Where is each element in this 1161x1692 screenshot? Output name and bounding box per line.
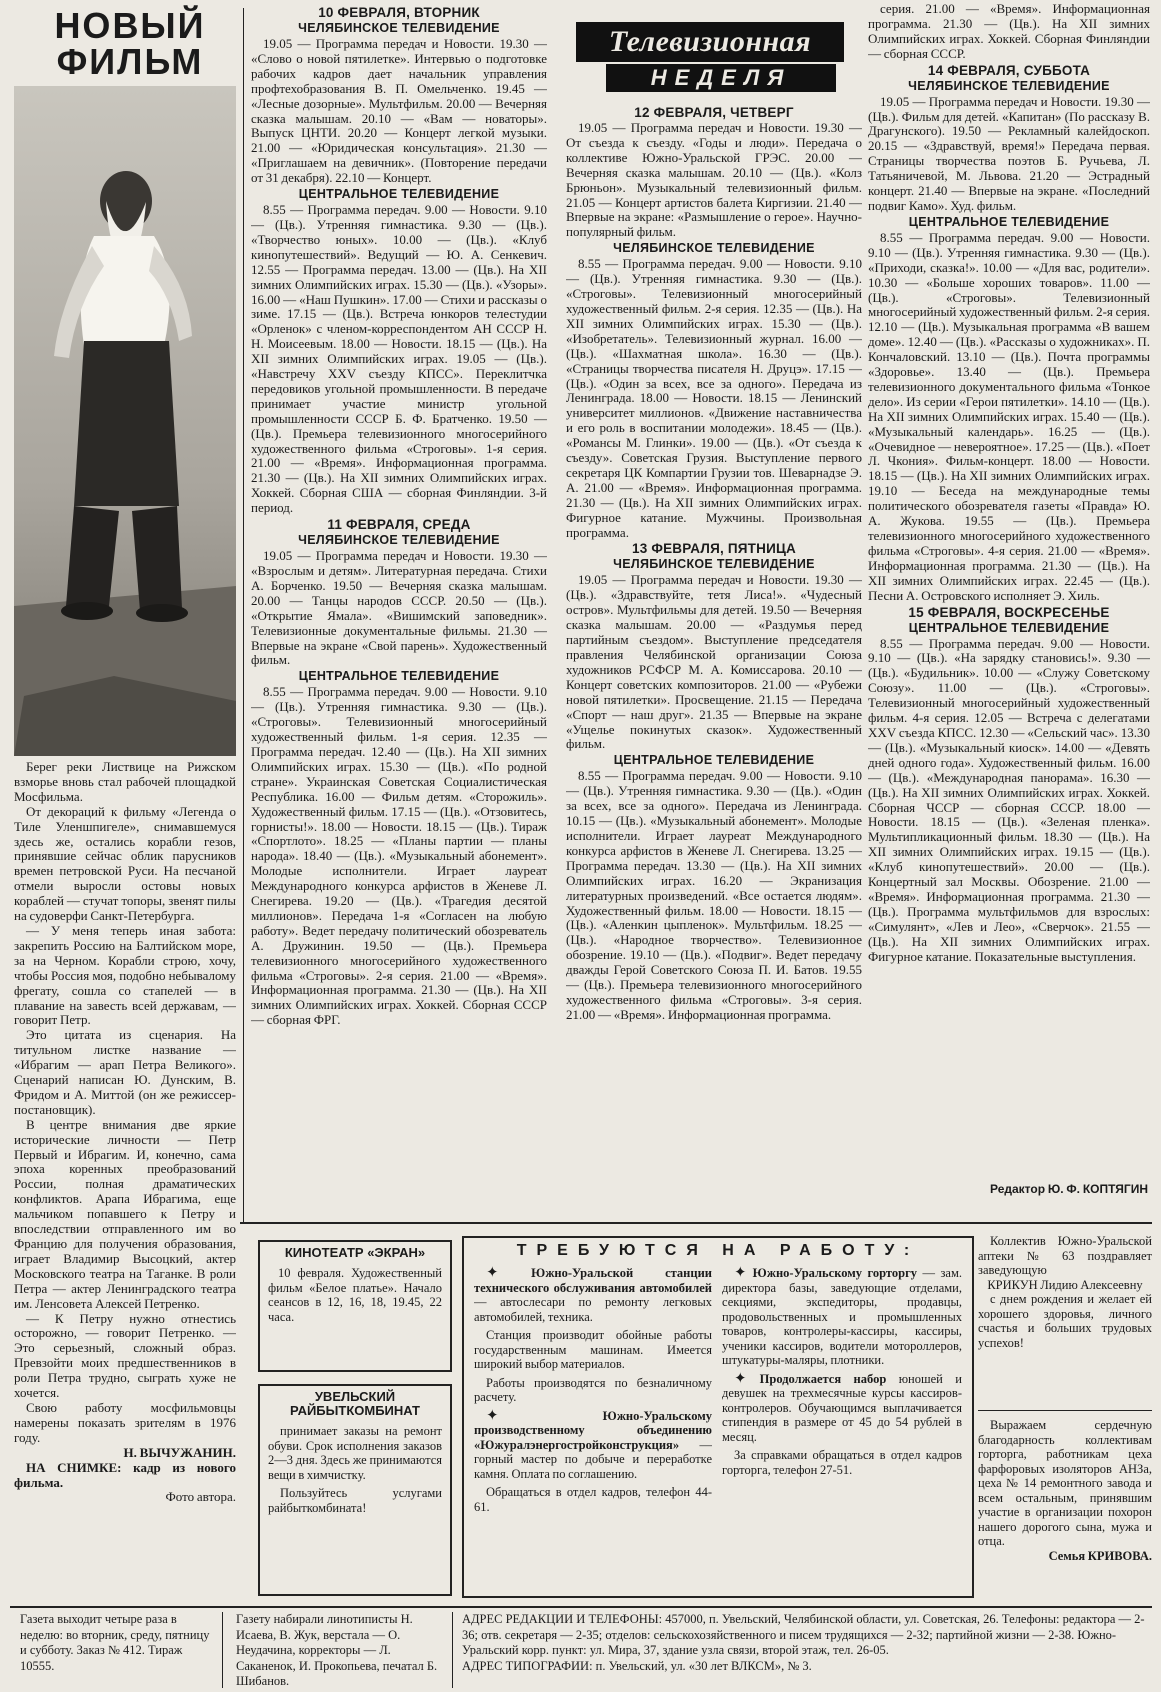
job-details: юношей и девушек на трехмесячные курсы кассиров-контролеров. Обучающимся выплачивается стипендия в размере от 45 до 54 рублей в месяц. [722, 1371, 962, 1444]
tv-channel-heading: ЦЕНТРАЛЬНОЕ ТЕЛЕВИДЕНИЕ [908, 214, 1110, 229]
greeting-ad [978, 1234, 1152, 1404]
kombinat-call: Пользуйтесь услугами райбыткомбината! [268, 1486, 442, 1515]
newfilm-title: НОВЫЙ ФИЛЬМ [54, 5, 206, 82]
tv-channel-heading: ЧЕЛЯБИНСКОЕ ТЕЛЕВИДЕНИЕ [298, 533, 500, 548]
job-details: — зам. директора базы, заведующие отделами, секциями, экспедиторы, продавцы, продовольственных и промышленных товаров, контролеры-кассиры, кассиры, ученики кассиров, водители мотороллеров, штукатуры-маляры, плотники. [722, 1266, 962, 1367]
tv-program-text: 19.05 — Программа передач и Новости. 19.30 — (Цв.). «Здравствуйте, тетя Лиса!». «Чудесный остров». Мультфильмы для детей. 19.50 — Вечерняя сказка малышам. 20.00 — «Раздумья перед партийным съездом». Выступление председателя правления Челябинской организации Союза художников РСФСР М. А. Комиссарова. 20.10 — Концерт советских композиторов. 21.00 — «Рубежи новой пятилетки». Просвещение. 21.15 — Передача «Спорт — наш друг». 21.35 — Впервые на экране «Ущелье покинутых сказок». Художественный фильм. [566, 572, 862, 752]
tv-channel-heading: ЦЕНТРАЛЬНОЕ ТЕЛЕВИДЕНИЕ [613, 753, 815, 768]
job-employer: Южно-Уральской станции технического обслуживания автомобилей [474, 1266, 712, 1295]
tv-day-heading: 12 ФЕВРАЛЯ, ЧЕТВЕРГ [634, 105, 794, 120]
job-listing [474, 1485, 712, 1514]
job-details: — горный мастер по добыче и переработке камня. Оплата по соглашению. [474, 1437, 712, 1481]
tv-program-text: 8.55 — Программа передач. 9.00 — Новости. 9.10 — (Цв.). Утренняя гимнастика. 9.30 — (Цв.). «Один за всех, все за одного». Передача из Ленинграда. 10.15 — (Цв.). «Музыкальный абонемент». Молодые исполнители. Играет лауреат Международного конкурса арфистов в Женеве Л. Снегирева. 13.25 — Программа передач. 13.30 — (Цв.). На XII зимних Олимпийских играх. 16.20 — Экранизация литературных произведений. «Все остается людям». Художественный фильм. 18.00 — Новости. 18.15 — (Цв.). «Аленкин цыпленок». Мультфильм. 18.25 — (Цв.). «Народное творчество». Телевизионное обозрение. 19.10 — (Цв.). «Подвиг». Ведет передачу дважды Герой Советского Союза П. И. Батов. 19.55 — (Цв.). Премьера телевизионного многосерийного художественного фильма «Строговы». 3-я серия. 21.00 — «Время». Информационная программа. [566, 768, 862, 1022]
tv-day-heading: 13 ФЕВРАЛЯ, ПЯТНИЦА [632, 541, 796, 557]
tv-day-heading: 14 ФЕВРАЛЯ, СУББОТА [927, 62, 1091, 78]
tv-day-heading: 11 ФЕВРАЛЯ, СРЕДА [327, 517, 471, 533]
tv-channel-heading: ЦЕНТРАЛЬНОЕ ТЕЛЕВИДЕНИЕ [908, 620, 1110, 635]
newfilm-paragraph: — К Петру нужно отнестись осторожно, — говорит Петренко. — Это серьезный, сложный образ. Превзойти моих предшественников в роли Петра трудно, сыграть хуже не хочется. [14, 1310, 236, 1401]
footer-schedule [20, 1612, 223, 1688]
tv-day-heading: 15 ФЕВРАЛЯ, ВОСКРЕСЕНЬЕ [908, 604, 1110, 620]
cinema-ad [258, 1240, 452, 1372]
tv-channel-heading: ЦЕНТРАЛЬНОЕ ТЕЛЕВИДЕНИЕ [298, 187, 500, 202]
tv-column-2 [566, 104, 862, 1218]
footer-printing-text: АДРЕС ТИПОГРАФИИ: п. Увельский, ул. «30 лет ВЛКСМ», № 3. [462, 1658, 812, 1673]
kombinat-title: УВЕЛЬСКИЙ РАЙБЫТКОМБИНАТ [290, 1389, 420, 1418]
newfilm-article [14, 760, 236, 1640]
tv-program-text: 19.05 — Программа передач и Новости. 19.30 — От съезда к съезду. «Годы и люди». Передача о коллективе Южно-Уральской ГРЭС. 20.00 — Вечерняя сказка малышам. 20.10 — (Цв.). «Колз Брюньон». Музыкальный телевизионный фильм. 21.05 — Концерт артистов балета Киргизии. 21.40 — Впервые на экране: «Размышление о герое». Научно-популярный фильм. [566, 120, 862, 240]
tv-program-text: серия. 21.00 — «Время». Информационная программа. 21.30 — (Цв.). На XII зимних Олимпийских играх. Хоккей. Сборная Финляндии — сборная СССР. [868, 2, 1150, 61]
footer-typesetters [236, 1612, 453, 1688]
footer-address-text: АДРЕС РЕДАКЦИИ И ТЕЛЕФОНЫ: 457000, п. Увельский, Челябинской области, ул. Советская, 26. Телефоны: редактора — 2-36; отв. секретаря — 2-35; отделов: сельскохозяйственного и писем трудящихся — 2-32; партийной жизни — 2-38. Южно-Уральский корр. пункт: ул. Мира, 37, здание узла связи, второй этаж, тел. 26-05. [462, 1612, 1145, 1657]
jobs-ad [462, 1236, 974, 1598]
newfilm-paragraph: От декораций к фильму «Легенда о Тиле Уленшпигеле», снимавшемуся здесь же, остались корабли гезов, принявшие сейчас облик парусников времен петровской Руси. На песчаной отмели выросли остовы новых кораблей — стучат топоры, звенят пилы на судоверфи Санкт-Петербурга. [14, 803, 236, 924]
tv-program-text: 8.55 — Программа передач. 9.00 — Новости. 9.10 — (Цв.). Утренняя гимнастика. 9.30 — (Цв.). «Творчество юных». 10.00 — (Цв.). «Клуб кинопутешествий». Ведущий — Ю. А. Сенкевич. 12.55 — Программа передач. 13.00 — (Цв.). На XII зимних Олимпийских играх. 15.30 — (Цв.). «Узоры». 16.00 — «Наш Пушкин». 17.00 — Стихи и рассказы о зиме. 17.15 — (Цв.). Встреча юнкоров телестудии «Орленок» с членом-корреспондентом АН СССР Н. Н. Моисеевым. 18.00 — Новости. 18.15 — (Цв.). На XII зимних Олимпийских играх. 19.05 — (Цв.). «Навстречу XXV съезду КПСС». Переклитчка передовиков угольной промышленности. В передаче принимает участие министр угольной промышленности СССР Б. Ф. Братченко. 19.50 — (Цв.). Премьера телевизионного многосерийного художественного фильма «Строговы». 1-я серия. 21.00 — «Время». Информационная программа. 21.30 — (Цв.). На XII зимних Олимпийских играх. Хоккей. Сборная США — сборная Финляндии. 3-й период. [251, 202, 547, 516]
star-icon: ✦ [734, 1370, 760, 1387]
tv-channel-heading: ЧЕЛЯБИНСКОЕ ТЕЛЕВИДЕНИЕ [613, 557, 815, 572]
tv-program-text: 8.55 — Программа передач. 9.00 — Новости. 9.10 — (Цв.). Утренняя гимнастика. 9.30 — (Цв.). «Приходи, сказка!». 10.00 — «Для вас, родители». 10.30 — «Больше хороших товаров». 11.00 — (Цв.). «Строговы». Телевизионный многосерийный художественный фильм. 2-я серия. 12.10 — (Цв.). Музыкальная программа «В вашем доме». 12.40 — (Цв.). «Рассказы о художниках». П. Кончаловский. 13.10 — (Цв.). Почта программы «Здоровье». 13.40 — (Цв.). Премьера телевизионного документального фильма «Тонкое дело». Из серии «Герои пятилетки». 14.10 — (Цв.). На XII зимних Олимпийских играх. 15.40 — (Цв.). «Музыкальный календарь». 16.25 — (Цв.). «Очевидное — невероятное». 17.25 — (Цв.). «Поет Л. Чкония». Фильм-концерт. 18.00 — Новости. 18.15 — (Цв.). На XII зимних Олимпийских играх. 19.10 — Беседа на международные темы политического обозревателя газеты «Правда» Ю. А. Жукова. 19.55 — (Цв.). Премьера телевизионного многосерийного художественного фильма «Строговы». 4-я серия. 21.00 — «Время». Информационная программа. 21.30 — (Цв.). На XII зимних Олимпийских играх. 22.45 — (Цв.). Песни А. Островского исполняет Э. Хиль. [868, 229, 1150, 603]
footer-schedule-text: Газета выходит четыре раза в неделю: во вторник, среду, пятницу и субботу. Заказ № 412. Тираж 10555. [20, 1612, 210, 1673]
greeting-wish: с днем рождения и желает ей хорошего здоровья, личного счастья и больших трудовых успехов! [978, 1292, 1152, 1350]
editor-line [870, 1182, 1148, 1204]
job-details: — автослесари по ремонту легковых автомобилей, техника. [474, 1295, 712, 1324]
tv-program-text: 8.55 — Программа передач. 9.00 — Новости. 9.10 — (Цв.). «На зарядку становись!». 9.30 — (Цв.). «Будильник». 10.00 — «Служу Советскому Союзу». 11.00 — (Цв.). «Строговы». Телевизионный многосерийный художественный фильм. 4-я серия. 12.05 — Встреча с делегатами XXV съезда КПСС. 12.30 — «Сельский час». 13.30 — (Цв.). «Музыкальный киоск». 14.00 — «Девять дней одного года». Художественный фильм. 16.00 — (Цв.). «Международная панорама». 16.30 — (Цв.). На XII зимних Олимпийских играх. Хоккей. Сборная ЧССР — сборная СССР. 18.00 — Новости. 18.15 — (Цв.). «Зеленая пленка». Мультипликационный фильм. 18.30 — (Цв.). На XII зимних Олимпийских играх. 19.15 — (Цв.). «Клуб кинопутешествий». 20.00 — (Цв.). Концертный зал Москвы. Обозрение. 21.00 — «Время». Информационная программа. 21.30 — (Цв.). Программа мультфильмов для взрослых: «Симулянт», «Лев и Лео», «Сверчок». 21.55 — (Цв.). На XII зимних Олимпийских играх. Фигурное катание. Показательные выступления. [868, 635, 1150, 964]
newfilm-paragraph: Берег реки Листвице на Рижском взморье вновь стал рабочей площадкой Мосфильма. [14, 760, 236, 804]
tv-program-text: 19.05 — Программа передач и Новости. 19.30 — «Взрослым и детям». Литературная передача. Стихи А. Борченко. 19.50 — Вечерняя сказка малышам. 20.00 — Танцы народов СССР. 20.50 — (Цв.). «Открытие Ямала». «Вишимский заповедник». Телевизионные документальные фильмы. 21.30 — Впервые на экране «Свой парень». Художественный фильм. [251, 548, 547, 668]
condolence-text: Выражаем сердечную благодарность коллективам горторга, работникам цеха фарфоровых изоляторов АНЗа, цеха № 14 ремонтного завода и всем остальным, принявшим участие в организации похорон нашего дорогого сына, мужа и отца. [978, 1418, 1152, 1548]
star-icon: ✦ [734, 1266, 753, 1281]
tv-channel-heading: ЧЕЛЯБИНСКОЕ ТЕЛЕВИДЕНИЕ [613, 241, 815, 256]
tv-masthead [576, 18, 844, 98]
jobs-left-column [474, 1266, 712, 1590]
newfilm-paragraph: Свою работу мосфильмовцы намерены показать зрителям в 1976 году. [14, 1399, 236, 1445]
condolence-sign: Семья КРИВОВА. [1048, 1548, 1152, 1563]
job-listing [722, 1266, 962, 1368]
kombinat-ad [258, 1384, 452, 1596]
job-employer: Южно-Уральскому производственному объединению «Южуралэнергостройконструкция» [474, 1408, 712, 1452]
film-still-image [14, 86, 236, 756]
jobs-right-column [722, 1266, 962, 1590]
job-listing [722, 1448, 962, 1477]
job-listing [722, 1372, 962, 1445]
column-divider [243, 8, 244, 1223]
job-employer: Южно-Уральскому горторгу [752, 1266, 918, 1280]
editor-signature: Редактор Ю. Ф. КОПТЯГИН [989, 1182, 1148, 1196]
tv-program-text: 19.05 — Программа передач и Новости. 19.30 — (Цв.). Фильм для детей. «Капитан» (По рассказу В. Драгунского). 19.50 — Рекламный калейдоскоп. 20.15 — «Здравствуй, время!» Передача первая. Страницы творчества поэтов Б. Ручьева, Л. Татьяничевой, М. Львова. 21.20 — Эстрадный концерт. 21.40 — Впервые на экране. «Последний подвиг Камо». Худ. фильм. [868, 93, 1150, 213]
tv-channel-heading: ЧЕЛЯБИНСКОЕ ТЕЛЕВИДЕНИЕ [298, 21, 500, 35]
tv-channel-heading: ЧЕЛЯБИНСКОЕ ТЕЛЕВИДЕНИЕ [908, 78, 1110, 93]
tv-program-text: 8.55 — Программа передач. 9.00 — Новости. 9.10 — (Цв.). Утренняя гимнастика. 9.30 — (Цв.). «Строговы». Телевизионный многосерийный художественный фильм. 2-я серия. 12.35 — (Цв.). На XII зимних Олимпийских играх. 15.30 — (Цв.). «Изобретатель». Телевизионный журнал. 16.00 — (Цв.). «Шахматная школа». 16.30 — (Цв.). «Страницы творчества писателя Н. Друцэ». 17.15 — (Цв.). «Один за всех, все за одного». Передача из Ленинграда. 18.00 — Новости. 18.15 — Ленинский университет миллионов. «Движение наставничества и его роль в воспитании молодежи». 18.45 — (Цв.). «Романсы М. Глинки». 19.00 — (Цв.). «От съезда к съезду». Советская Грузия. Выступление первого секретаря ЦК Компартии Грузии тов. Шеварнадзе Э. А. 21.00 — «Время». Информационная программа. 21.30 — (Цв.). На XII зимних Олимпийских играх. Фигурное катание. Мужчины. Произвольная программа. [566, 256, 862, 540]
tv-masthead-subtitle: НЕДЕЛЯ [606, 64, 836, 92]
jobs-title: ТРЕБУЮТСЯ НА РАБОТУ: [516, 1242, 920, 1259]
job-details: Станция производит обойные работы государственным машинам. Имеется широкий выбор материалов. [474, 1328, 712, 1371]
job-details: Работы производятся по безналичному расчету. [474, 1375, 712, 1404]
cinema-text: 10 февраля. Художественный фильм «Белое платье». Начало сеансов в 12, 16, 18, 19.45, 22 часа. [268, 1266, 442, 1324]
job-details: За справками обращаться в отдел кадров горторга, телефон 27-51. [722, 1448, 962, 1477]
job-listing [474, 1266, 712, 1324]
greeting-name: КРИКУН Лидию Алексеевну [987, 1277, 1143, 1292]
job-listing [474, 1328, 712, 1372]
tv-program-text: 8.55 — Программа передач. 9.00 — Новости. 9.10 — (Цв.). Утренняя гимнастика. 9.30 — (Цв.). «Строговы». Телевизионный многосерийный художественный фильм. 1-я серия. 12.35 — Программа передач. 12.40 — (Цв.). На XII зимних Олимпийских играх. 15.30 — (Цв.). «По родной стране». Украинская Советская Социалистическая Республика. 16.00 — Фильм детям. «Сторожиль». Художественный фильм. 17.15 — (Цв.). «Отзовитесь, горнисты!». 18.00 — Новости. 18.15 — (Цв.). Тираж «Спортлото». 18.25 — «Планы партии — планы народа». 18.40 — (Цв.). «Музыкальный абонемент». Молодые исполнители. Играет лауреат Международного конкурса арфистов в Женеве Л. Снегирева. 19.20 — (Цв.). «Трагедия десятой миллионов». Передача 1-я «Согласен на любую работу». Ведет передачу политический обозреватель А. Дружинин. 19.50 — (Цв.). Премьера телевизионного многосерийного художественного фильма «Строговы». 2-я серия. 21.00 — «Время». Информационная программа. 21.30 — (Цв.). На XII зимних Олимпийских играх. Хоккей. Сборная СССР — сборная ФРГ. [251, 684, 547, 1028]
newfilm-paragraph: В центре внимания две яркие исторические личности — Петр Первый и Ибрагим. И, конечно, сама эпоха коренных преобразований России, полная драматических конфликтов. Арапа Ибрагима, еще мальчиком попавшего к Петру и впоследствии отправленного им во Францию для получения образования, играет Владимир Высоцкий, актер Московского театра на Таганке. В роли Петра — актер Ленинградского театра им. Ленсовета Алексей Петренко. [14, 1116, 236, 1311]
job-details: Обращаться в отдел кадров, телефон 44-61. [474, 1485, 712, 1514]
newfilm-photo-credit: Фото автора. [165, 1489, 236, 1505]
star-icon: ✦ [486, 1407, 603, 1424]
condolence-ad [978, 1418, 1152, 1608]
footer-divider [10, 1606, 1152, 1608]
footer-typesetters-text: Газету набирали линотиписты Н. Исаева, В. Жук, верстала — О. Неудачина, корректоры — Л. Саканенок, И. Прокопьева, печатал Б. Шибанов. [236, 1612, 438, 1688]
job-listing [474, 1409, 712, 1482]
greeting-divider [978, 1410, 1152, 1411]
newfilm-author: Н. ВЫЧУЖАНИН. [123, 1444, 236, 1460]
film-still-photo [14, 86, 236, 756]
kombinat-text: принимает заказы на ремонт обуви. Срок исполнения заказов 2—3 дня. Здесь же принимаются вещи в химчистку. [268, 1424, 442, 1482]
tv-day-heading: 10 ФЕВРАЛЯ, ВТОРНИК [318, 5, 480, 20]
section-divider [240, 1222, 1152, 1224]
greeting-intro: Коллектив Южно-Уральской аптеки № 63 поздравляет заведующую [978, 1234, 1152, 1277]
newfilm-paragraph: — У меня теперь иная забота: закрепить Россию на Балтийском море, за на Черном. Корабли строю, хочу, чтобы Россия моя, подобно небывалому фрегату, сошла со стапелей — в плавание на завесть всей державам, — говорит Петр. [14, 922, 236, 1028]
star-icon: ✦ [486, 1266, 532, 1281]
job-employer: Продолжается набор [759, 1371, 887, 1386]
footer-address [462, 1612, 1152, 1690]
tv-program-text: 19.05 — Программа передач и Новости. 19.30 — «Слово о новой пятилетке». Интервью о подготовке рабочих кадров дает начальник управления профтехобразования В. П. Омельченко. 19.45 — «Лесные дозорные». Мультфильм. 20.00 — Вечерняя сказка малышам. 20.10 — «Вам — новаторы». Выпуск ЦНТИ. 20.20 — Концерт легкой музыки. 21.00 — «Юридическая консультация». 21.30 — «Приглашаем на девичник». (Повторение передачи от 31 декабря). 22.10 — Концерт. [251, 36, 547, 186]
newfilm-paragraph: Это цитата из сценария. На титульном листке название — «Ибрагим — арап Петра Великого». Сценарий написан Ю. Дунским, В. Фридом и А. Миттой (он же режиссер-постановщик). [14, 1027, 236, 1117]
tv-column-1 [251, 4, 547, 1216]
cinema-title: КИНОТЕАТР «ЭКРАН» [284, 1245, 426, 1260]
newfilm-caption: НА СНИМКЕ: кадр из нового фильма. [14, 1459, 236, 1490]
job-listing [474, 1376, 712, 1405]
tv-channel-heading: ЦЕНТРАЛЬНОЕ ТЕЛЕВИДЕНИЕ [298, 669, 500, 684]
tv-masthead-title: Телевизионная [576, 22, 844, 62]
tv-column-3 [868, 2, 1150, 1180]
